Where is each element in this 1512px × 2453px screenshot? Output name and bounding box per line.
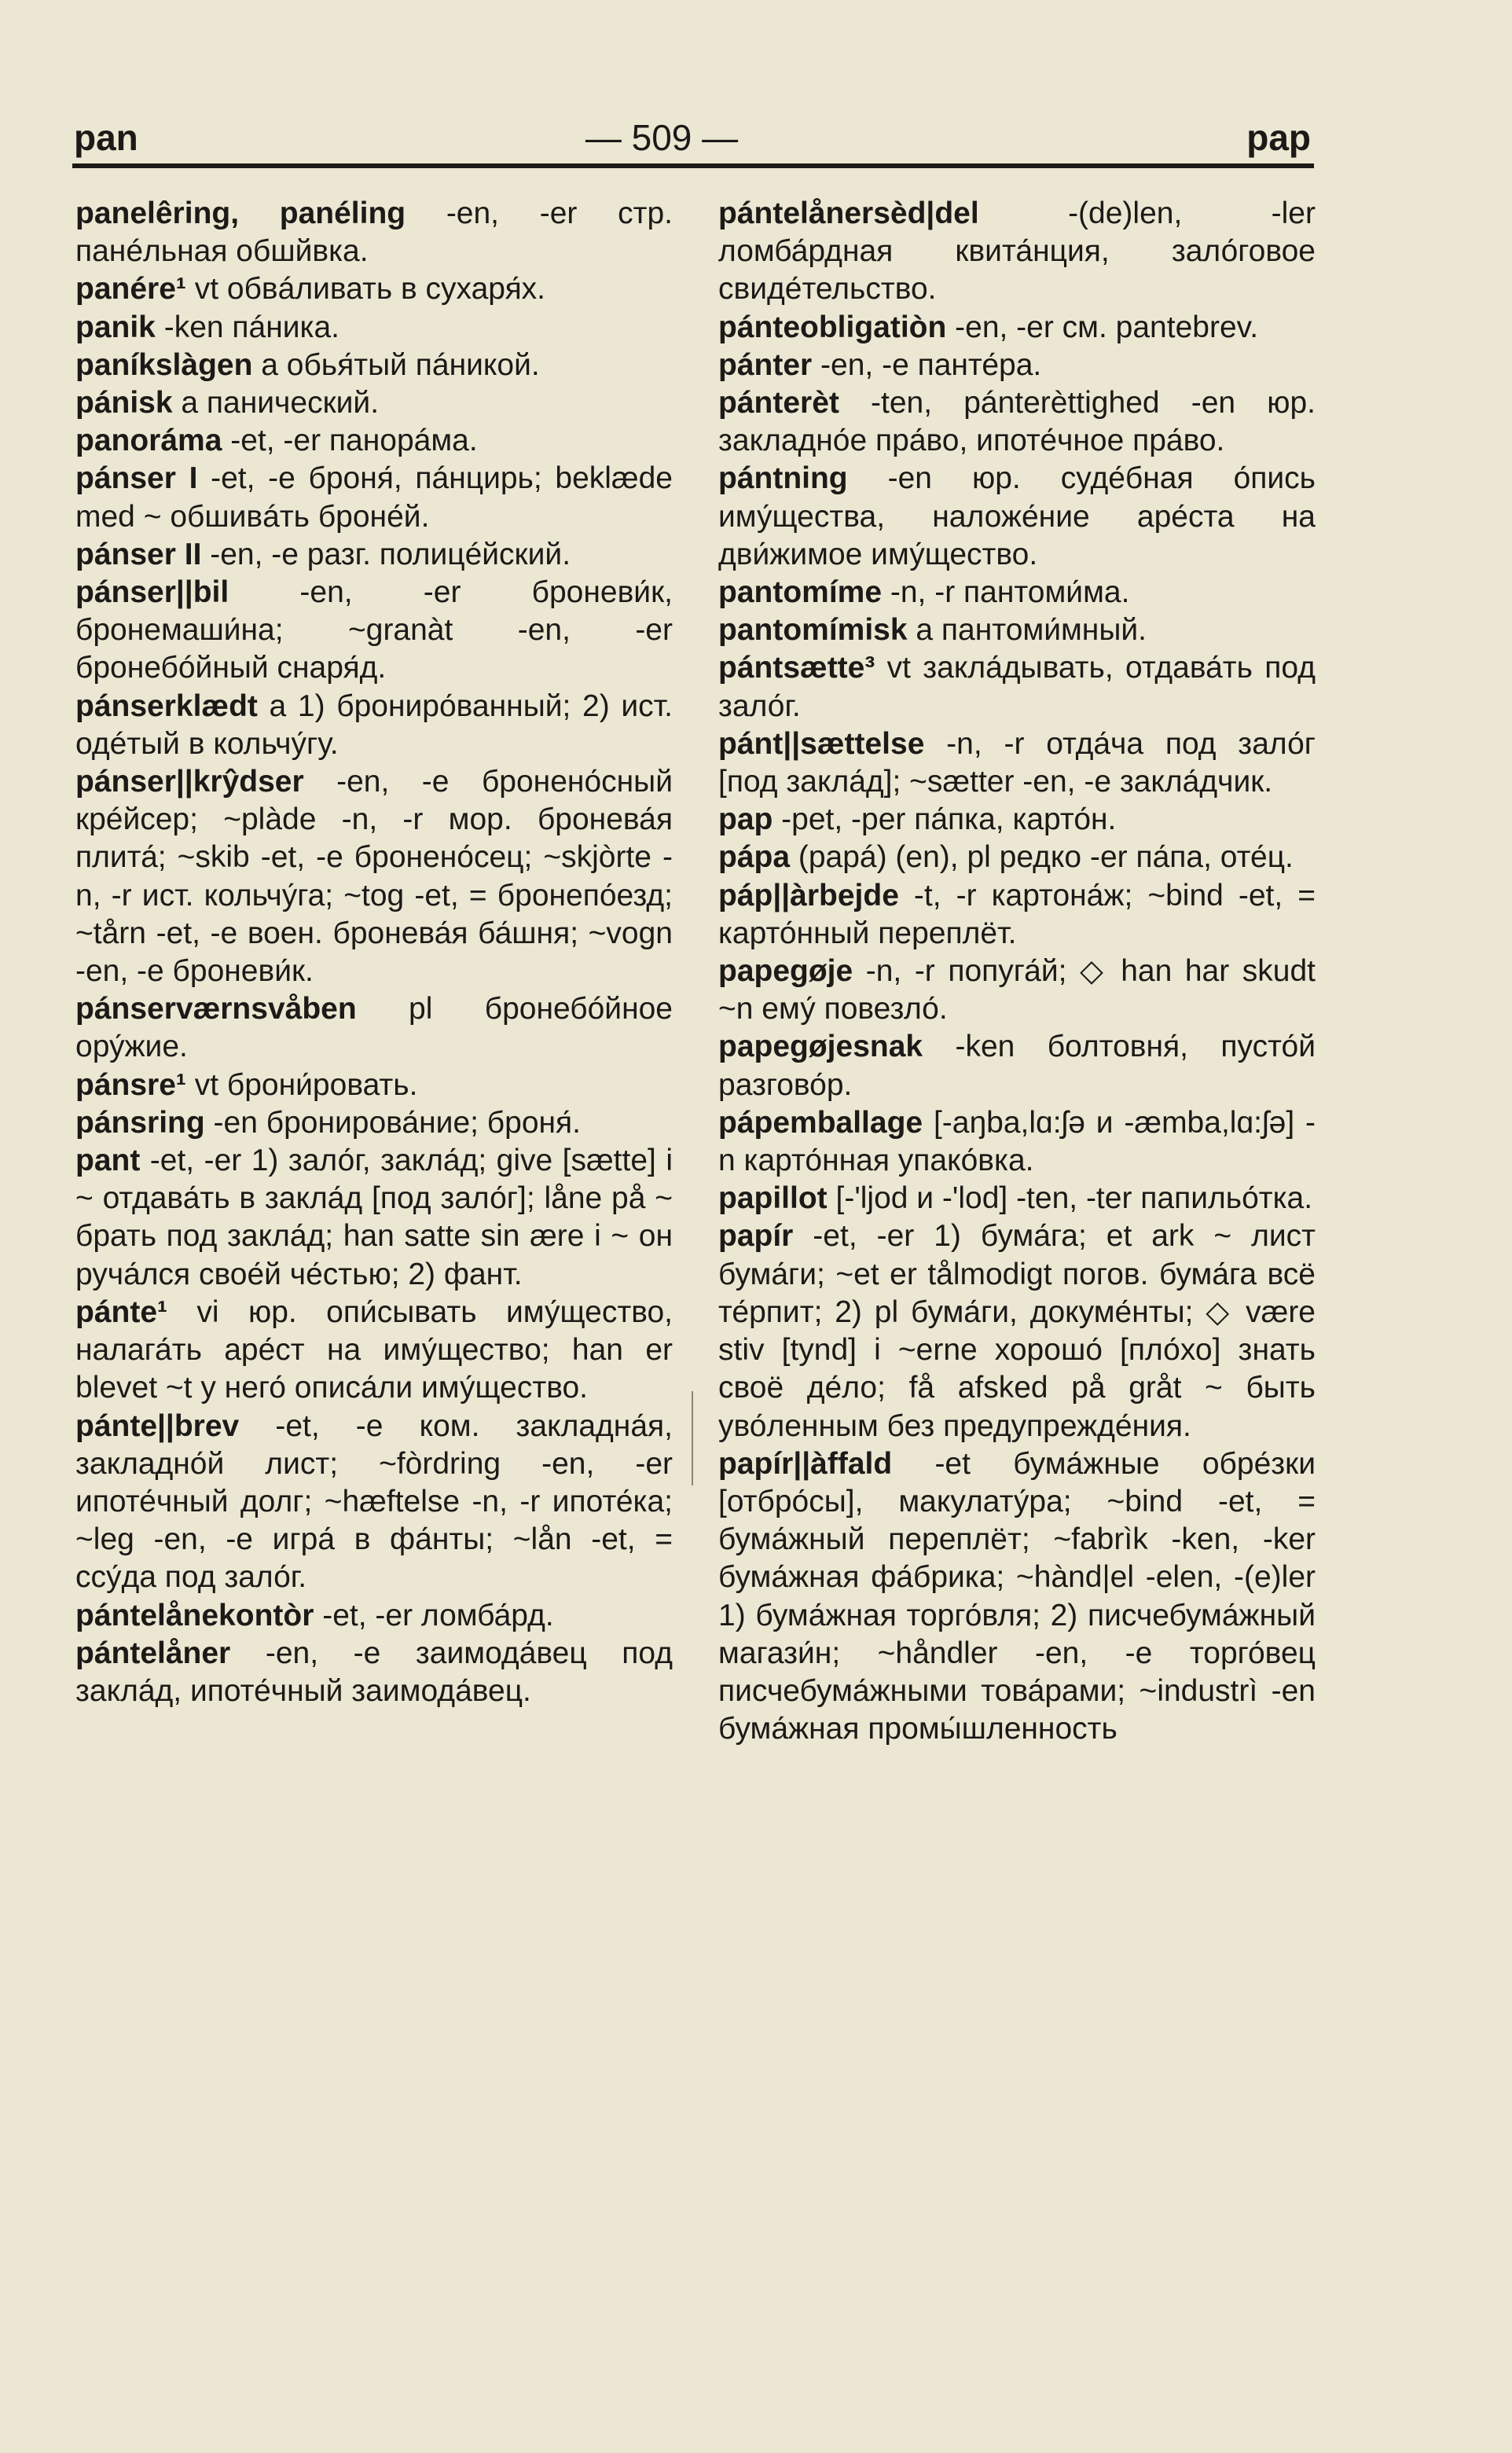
entry-headword: paníkslàgen <box>75 347 253 382</box>
dictionary-entry <box>75 688 673 763</box>
entry-definition: -en, -e заимода́вец под закла́д, ипоте́чный заимода́вец. <box>75 1636 673 1708</box>
dictionary-entry <box>718 1028 1316 1103</box>
entry-headword: panére¹ <box>75 272 186 307</box>
entry-definition: pl бронебóйное ору́жие. <box>75 992 673 1064</box>
dictionary-entry <box>718 574 1316 611</box>
entry-headword: pántelånersèd|del <box>718 196 979 230</box>
entry-definition: [-'ljod и -'lod] -ten, -ter папильо́тка. <box>827 1181 1313 1216</box>
entry-headword: papír||àffald <box>718 1446 893 1481</box>
dictionary-entry <box>75 270 673 308</box>
dictionary-entry <box>718 953 1316 1028</box>
dictionary-entry <box>75 1067 673 1104</box>
entry-headword: panoráma <box>75 424 222 458</box>
entry-definition: -en, -e панте́ра. <box>812 347 1042 382</box>
dictionary-entry <box>75 1635 673 1710</box>
entry-definition: a обья́тый пáникой. <box>252 347 540 382</box>
running-head-left: pan <box>74 117 138 158</box>
dictionary-entry <box>75 347 673 384</box>
entry-definition: vt брони́ровать. <box>185 1067 418 1102</box>
entry-headword: pánser II <box>75 537 202 571</box>
entry-definition: a пантоми́мный. <box>907 613 1147 648</box>
entry-definition: -et, -er 1) бума́га; et ark ~ лист бума́ги; ~et er tålmodigt погов. бума́га всё те́рпит; 2) pl бума́ги, докуме́нты; ◇ være stiv [tynd] i ~erne хорошо́ [пло́хо] знать своё де́ло; få afsked på gråt ~ быть уво́ленным без предупрежде́ния. <box>718 1219 1316 1443</box>
entry-headword: pántelånekontòr <box>75 1598 314 1632</box>
entry-headword: pápa <box>718 840 791 875</box>
dictionary-entry <box>75 536 673 574</box>
dictionary-entry <box>75 384 673 422</box>
entry-definition: -n, -r попуга́й; ◇ han har skudt ~n ему́ повезло́. <box>718 954 1316 1026</box>
entry-headword: pánisk <box>75 386 173 420</box>
entry-definition: -en, -e разг. полицéйский. <box>201 537 571 571</box>
entry-definition: [-aŋba,lɑ:ʃə и -æmba,lɑ:ʃə] -n карто́нная упако́вка. <box>718 1105 1316 1178</box>
entry-definition: a 1) брониро́ванный; 2) ист. одéтый в кольчу́гу. <box>75 689 673 761</box>
header-rule <box>72 163 1314 168</box>
dictionary-entry <box>718 1445 1316 1749</box>
entry-definition: -pet, -per па́пка, карто́н. <box>773 802 1117 837</box>
entry-definition: vt обвáливать в сухаря́х. <box>185 272 546 307</box>
entry-definition: -et, -e ком. закладна́я, закладно́й лист; ~fòrdring -en, -er ипоте́чный долг; ~hæftelse -n, -r ипоте́ка; ~leg -en, -e игра́ в фа́нты; ~lån -et, = ссу́да под зало́г. <box>75 1408 673 1595</box>
page-number: — 509 — <box>585 117 739 158</box>
dictionary-entry <box>718 649 1316 725</box>
entry-headword: pánsre¹ <box>75 1067 186 1102</box>
dictionary-entry <box>718 309 1316 347</box>
entry-headword: papegøjesnak <box>718 1030 923 1064</box>
entry-headword: pánserværnsvåben <box>75 992 357 1026</box>
entry-headword: pánser||krŷdser <box>75 765 304 799</box>
dictionary-entry <box>75 460 673 535</box>
entry-headword: papillot <box>718 1181 828 1216</box>
dictionary-entry <box>75 422 673 460</box>
dictionary-entry <box>718 1104 1316 1180</box>
entry-headword: pánsring <box>75 1105 205 1140</box>
entry-definition: vi юр. опи́сывать иму́щество, налага́ть аре́ст на иму́щество; han er blevet ~t у него́ описа́ли иму́щество. <box>75 1294 673 1405</box>
entry-headword: pap <box>718 802 773 837</box>
column-divider <box>692 1391 693 1485</box>
entry-definition: -et, -er панорáма. <box>222 424 478 458</box>
entry-definition: vt закла́дывать, отдава́ть под зало́г. <box>718 651 1316 723</box>
left-column <box>75 195 673 1710</box>
dictionary-entry <box>75 990 673 1066</box>
entry-definition: -et, -er 1) зало́г, закла́д; give [sætte] i ~ отдава́ть в закла́д [под зало́г]; låne på ~ брать под закла́д; han satte sin ære i ~ он руча́лся свое́й че́стью; 2) фант. <box>75 1144 673 1291</box>
dictionary-entry <box>718 801 1316 839</box>
entry-headword: pánte¹ <box>75 1294 167 1329</box>
entry-definition: a панический. <box>172 386 380 420</box>
dictionary-entry <box>75 195 673 270</box>
entry-definition: -en бронирова́ние; броня́. <box>204 1105 582 1140</box>
dictionary-entry <box>75 1597 673 1635</box>
dictionary-entry <box>718 1217 1316 1445</box>
entry-headword: pantomíme <box>718 575 883 610</box>
entry-headword: pánterèt <box>718 386 839 420</box>
right-column <box>718 195 1316 1748</box>
dictionary-entry <box>718 384 1316 460</box>
entry-headword: pánser||bil <box>75 575 229 610</box>
dictionary-entry <box>75 309 673 347</box>
dictionary-entry <box>718 195 1316 309</box>
dictionary-entry <box>75 574 673 688</box>
dictionary-entry <box>718 877 1316 953</box>
dictionary-entry <box>75 1142 673 1294</box>
dictionary-entry <box>75 763 673 990</box>
entry-headword: panelêring, panéling <box>75 196 406 230</box>
entry-definition: -en, -er броневи́к, бронемаши́на; ~granàt -en, -er бронебóйный снаря́д. <box>75 575 673 685</box>
entry-definition: -ken пáника. <box>155 310 339 344</box>
entry-definition: -en, -e бронено́сный крéйсер; ~plàde -n, -r мор. бронева́я плита́; ~skib -et, -e бронено́сец; ~skjòrte -n, -r ист. кольчу́га; ~tog -et, = бронепо́езд; ~tårn -et, -e воен. бронева́я ба́шня; ~vogn -en, -e броневи́к. <box>75 765 673 989</box>
entry-headword: páp||àrbejde <box>718 878 899 913</box>
entry-headword: pántsætte³ <box>718 651 875 685</box>
entry-headword: papír <box>718 1219 794 1254</box>
dictionary-entry <box>75 1408 673 1597</box>
entry-definition: -n, -r отда́ча под зало́г [под закла́д]; ~sætter -en, -e закла́дчик. <box>718 726 1316 799</box>
dictionary-entry <box>718 1180 1316 1217</box>
entry-headword: pánter <box>718 347 813 382</box>
entry-definition: -et бума́жные обре́зки [отбро́сы], макулату́ра; ~bind -et, = бума́жный переплёт; ~fabrìk -ken, -ker бума́жная фа́брика; ~hànd|el -elen, -(e)ler 1) бума́жная торго́вля; 2) писчебума́жный магази́н; ~håndler -en, -e торго́вец писчебума́жными това́рами; ~industrì -en бума́жная промы́шленность <box>718 1446 1316 1746</box>
entry-headword: pánser I <box>75 461 198 496</box>
entry-headword: pánteobligatiòn <box>718 310 947 344</box>
entry-headword: pánserklædt <box>75 689 258 723</box>
dictionary-entry <box>718 460 1316 574</box>
entry-headword: pant <box>75 1144 141 1178</box>
entry-headword: papegøje <box>718 954 853 989</box>
entry-definition: -en, -er стр. панéльная обшйвка. <box>75 196 673 269</box>
dictionary-entry <box>718 725 1316 801</box>
entry-definition: -t, -r картона́ж; ~bind -et, = карто́нный переплёт. <box>718 878 1316 950</box>
dictionary-entry <box>75 1294 673 1408</box>
entry-headword: pántelåner <box>75 1636 231 1670</box>
dictionary-entry <box>718 611 1316 649</box>
entry-definition: -ken болтовня́, пусто́й разгово́р. <box>718 1030 1316 1102</box>
running-head-right: pap <box>1246 117 1311 158</box>
entry-definition: -et, -er ломба́рд. <box>314 1598 554 1632</box>
entry-definition: -et, -e броня́, пáнцирь; beklæde med ~ обшивáть броне́й. <box>75 461 673 534</box>
entry-headword: pantomímisk <box>718 613 908 648</box>
entry-definition: -n, -r пантоми́ма. <box>882 575 1130 610</box>
dictionary-entry <box>718 347 1316 384</box>
entry-headword: panik <box>75 310 156 344</box>
entry-definition: -(de)len, -ler ломба́рдная квита́нция, зало́говое свиде́тельство. <box>718 196 1316 307</box>
entry-headword: pánte||brev <box>75 1408 240 1443</box>
entry-headword: pánt||sættelse <box>718 726 925 761</box>
entry-definition: -ten, pánterèttighed -en юр. закладно́е пра́во, ипоте́чное пра́во. <box>718 386 1316 458</box>
dictionary-entry <box>75 1104 673 1142</box>
entry-headword: pántning <box>718 461 848 496</box>
entry-definition: -en юр. суде́бная о́пись иму́щества, наложе́ние аре́ста на дви́жимое иму́щество. <box>718 461 1316 571</box>
entry-definition: (papá) (en), pl редко -er па́па, оте́ц. <box>790 840 1294 875</box>
dictionary-entry <box>718 839 1316 876</box>
entry-definition: -en, -er см. pantebrev. <box>946 310 1259 344</box>
entry-headword: pápemballage <box>718 1105 923 1140</box>
